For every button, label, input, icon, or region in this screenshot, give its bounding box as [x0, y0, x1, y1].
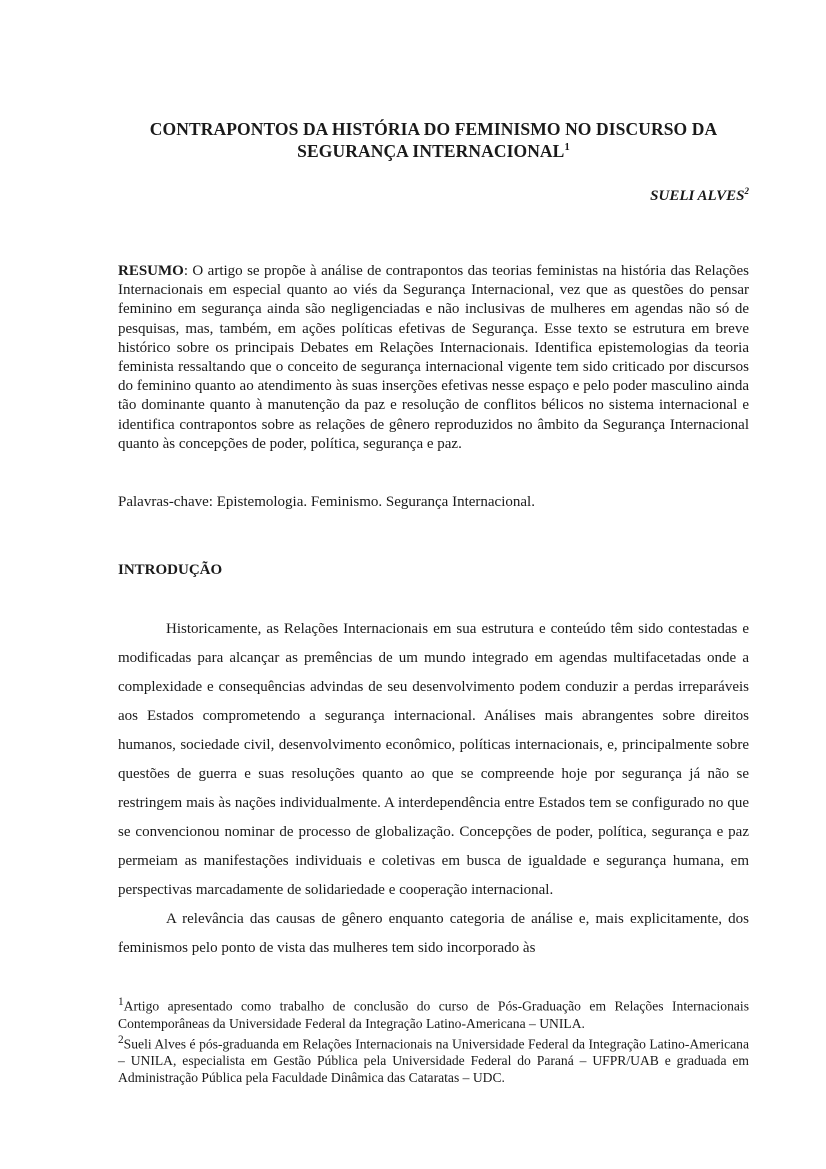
keywords: Palavras-chave: Epistemologia. Feminismo. Segurança Internacional.: [118, 494, 535, 510]
footnote-text: Artigo apresentado como trabalho de conclusão do curso de Pós-Graduação em Relações Internacionais Contemporâneas da Universidade Federal da Integração Latino-Americana – UNILA.: [118, 998, 749, 1031]
author-footnote-marker[interactable]: 2: [744, 186, 749, 196]
author-name: [650, 186, 749, 206]
abstract: [118, 262, 749, 454]
title-footnote-marker[interactable]: 1: [564, 142, 570, 154]
title-line-1: CONTRAPONTOS DA HISTÓRIA DO FEMINISMO NO DISCURSO DA: [149, 119, 718, 139]
paper-title: [118, 118, 749, 162]
footnote-1: [118, 994, 749, 1032]
body-paragraph: Historicamente, as Relações Internacionais em sua estrutura e conteúdo têm sido contestadas e modificadas para alcançar as premências de um mundo integrado em agendas multifacetadas onde a complexidade e consequências advindas de seu desenvolvimento podem conduzir a perdas irreparáveis aos Estados comprometendo a segurança internacional. Análises mais abrangentes sobre direitos humanos, sociedade civil, desenvolvimento econômico, políticas internacionais, e, principalmente sobre questões de guerra e suas resoluções quanto ao que se compreende hoje por segurança já não se restringem mais às nações individualmente. A interdependência entre Estados tem se configurado no que se convencionou nominar de processo de globalização. Concepções de poder, política, segurança e paz permeiam as manifestações individuais e coletivas em busca de igualdade e segurança humana, em perspectivas marcadamente de solidariedade e cooperação internacional.: [118, 621, 749, 898]
introduction-body: [118, 615, 749, 963]
footnote-marker: 2: [118, 1033, 124, 1046]
abstract-text: : O artigo se propõe à análise de contrapontos das teorias feministas na história das Relações Internacionais em especial quanto ao viés da Segurança Internacional, vez que as questões do pensar feminino em segurança ainda são negligenciadas e não inclusivas de mulheres em agendas não só de pesquisas, mas, também, em ações políticas efetivas de Segurança. Esse texto se estrutura em breve histórico sobre os principais Debates em Relações Internacionais. Identifica epistemologias da teoria feminista ressaltando que o conceito de segurança internacional vigente tem sido criticado por discursos do feminino quanto ao atendimento às suas inserções efetivas nesse espaço e pelo poder masculino ainda tão dominante quanto à manutenção da paz e resolução de conflitos bélicos no sistema internacional e identifica contrapontos sobre as relações de gênero reproduzidos no âmbito da Segurança Internacional quanto às concepções de poder, política, segurança e paz.: [118, 263, 749, 452]
footnote-2: [118, 1032, 749, 1087]
body-paragraph: A relevância das causas de gênero enquanto categoria de análise e, mais explicitamente, dos feminismos pelo ponto de vista das mulheres tem sido incorporado às: [118, 911, 749, 956]
author-name-text: SUELI ALVES: [650, 188, 745, 204]
section-heading-introduction: INTRODUÇÃO: [118, 562, 223, 578]
abstract-label: RESUMO: [118, 263, 184, 279]
title-line-2: SEGURANÇA INTERNACIONAL: [297, 141, 565, 161]
footnote-marker: 1: [118, 996, 124, 1008]
paper-page: [118, 0, 749, 1169]
footnotes: [118, 994, 749, 1086]
footnote-text: Sueli Alves é pós-graduanda em Relações Internacionais na Universidade Federal da Integração Latino-Americana – UNILA, especialista em Gestão Pública pela Universidade Federal do Paraná – UFPR/UAB e graduada em Administração Pública pela Faculdade Dinâmica das Cataratas – UDC.: [118, 1036, 749, 1086]
